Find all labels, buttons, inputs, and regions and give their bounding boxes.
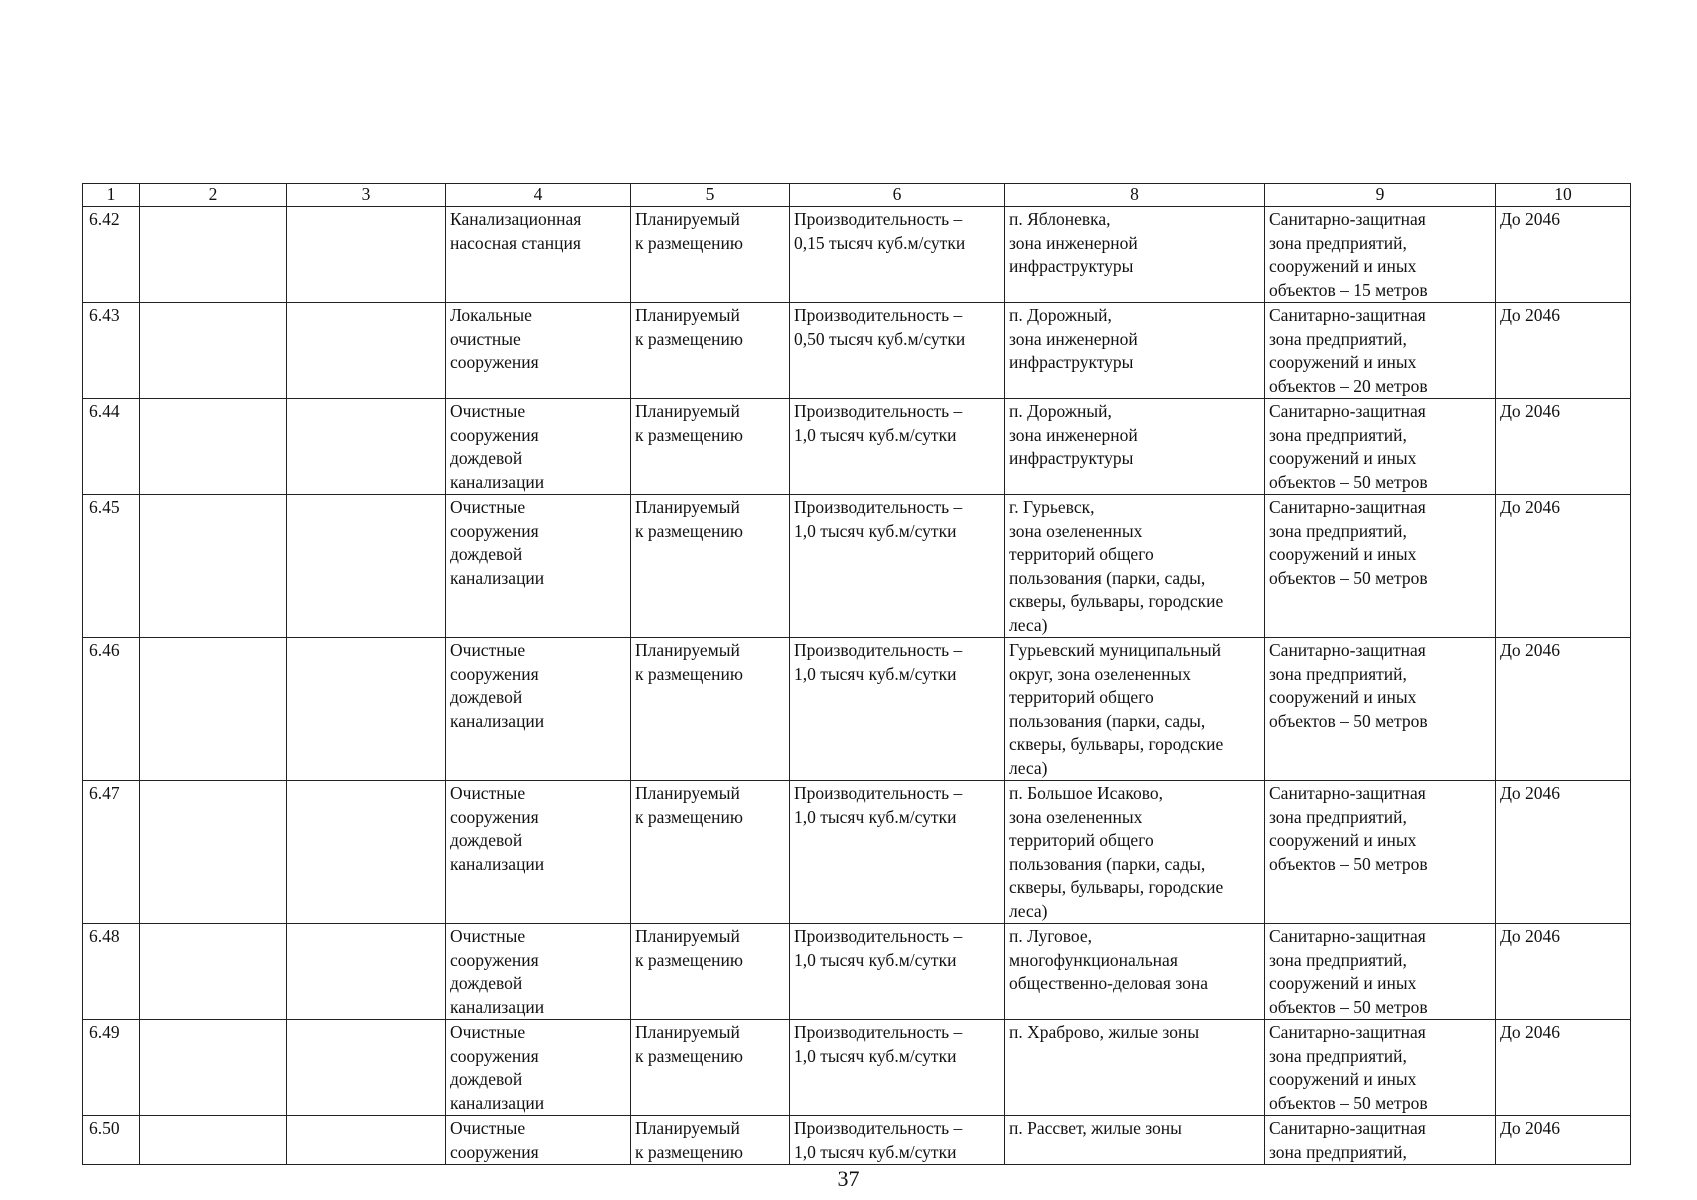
cell-col-2 xyxy=(140,495,287,638)
cell-col-3 xyxy=(287,207,446,303)
table-row xyxy=(83,303,1631,399)
col-header-8: 8 xyxy=(1005,184,1265,207)
cell-col-3 xyxy=(287,1020,446,1116)
facility-capacity: Производительность – 1,0 тысяч куб.м/сутки xyxy=(790,781,1005,924)
col-header-9: 9 xyxy=(1265,184,1496,207)
facility-name: Очистные сооружения xyxy=(446,1116,631,1165)
facility-status: Планируемый к размещению xyxy=(631,1116,790,1165)
facility-status: Планируемый к размещению xyxy=(631,495,790,638)
col-header-5: 5 xyxy=(631,184,790,207)
facility-capacity: Производительность – 1,0 тысяч куб.м/сутки xyxy=(790,1116,1005,1165)
row-number: 6.44 xyxy=(83,399,140,495)
cell-col-3 xyxy=(287,303,446,399)
row-number: 6.47 xyxy=(83,781,140,924)
col-header-2: 2 xyxy=(140,184,287,207)
facility-location: п. Большое Исаково, зона озелененных территорий общего пользования (парки, сады, скверы, бульвары, городские леса) xyxy=(1005,781,1265,924)
sanitary-zone: Санитарно-защитная зона предприятий, сооружений и иных объектов – 20 метров xyxy=(1265,303,1496,399)
implementation-term: До 2046 xyxy=(1496,924,1631,1020)
table-row xyxy=(83,1116,1631,1165)
facility-name: Очистные сооружения дождевой канализации xyxy=(446,1020,631,1116)
cell-col-3 xyxy=(287,495,446,638)
cell-col-3 xyxy=(287,924,446,1020)
implementation-term: До 2046 xyxy=(1496,207,1631,303)
row-number: 6.50 xyxy=(83,1116,140,1165)
row-number: 6.48 xyxy=(83,924,140,1020)
page-number: 37 xyxy=(837,1166,860,1191)
facility-status: Планируемый к размещению xyxy=(631,924,790,1020)
table-row xyxy=(83,399,1631,495)
cell-col-3 xyxy=(287,781,446,924)
facility-name: Очистные сооружения дождевой канализации xyxy=(446,495,631,638)
table-row xyxy=(83,207,1631,303)
facility-name: Очистные сооружения дождевой канализации xyxy=(446,638,631,781)
row-number: 6.42 xyxy=(83,207,140,303)
col-header-6: 6 xyxy=(790,184,1005,207)
facility-status: Планируемый к размещению xyxy=(631,303,790,399)
cell-col-2 xyxy=(140,1020,287,1116)
cell-col-2 xyxy=(140,303,287,399)
table-row xyxy=(83,638,1631,781)
sanitary-zone: Санитарно-защитная зона предприятий, сооружений и иных объектов – 50 метров xyxy=(1265,638,1496,781)
column-number-row xyxy=(83,184,1631,207)
row-number: 6.45 xyxy=(83,495,140,638)
facility-name: Локальные очистные сооружения xyxy=(446,303,631,399)
row-number: 6.49 xyxy=(83,1020,140,1116)
implementation-term: До 2046 xyxy=(1496,638,1631,781)
facility-name: Очистные сооружения дождевой канализации xyxy=(446,399,631,495)
facility-capacity: Производительность – 1,0 тысяч куб.м/сутки xyxy=(790,495,1005,638)
implementation-term: До 2046 xyxy=(1496,1116,1631,1165)
col-header-3: 3 xyxy=(287,184,446,207)
sanitary-zone: Санитарно-защитная зона предприятий, xyxy=(1265,1116,1496,1165)
cell-col-3 xyxy=(287,1116,446,1165)
facility-location: п. Луговое, многофункциональная общественно-деловая зона xyxy=(1005,924,1265,1020)
facility-location: п. Дорожный, зона инженерной инфраструктуры xyxy=(1005,399,1265,495)
facility-status: Планируемый к размещению xyxy=(631,1020,790,1116)
facility-capacity: Производительность – 1,0 тысяч куб.м/сутки xyxy=(790,399,1005,495)
sanitary-zone: Санитарно-защитная зона предприятий, сооружений и иных объектов – 50 метров xyxy=(1265,924,1496,1020)
table-row xyxy=(83,495,1631,638)
facility-status: Планируемый к размещению xyxy=(631,781,790,924)
sanitary-zone: Санитарно-защитная зона предприятий, сооружений и иных объектов – 50 метров xyxy=(1265,399,1496,495)
implementation-term: До 2046 xyxy=(1496,399,1631,495)
col-header-10: 10 xyxy=(1496,184,1631,207)
table-row xyxy=(83,924,1631,1020)
facility-location: Гурьевский муниципальный округ, зона озелененных территорий общего пользования (парки, сады, скверы, бульвары, городские леса) xyxy=(1005,638,1265,781)
cell-col-2 xyxy=(140,207,287,303)
facility-location: п. Яблоневка, зона инженерной инфраструктуры xyxy=(1005,207,1265,303)
facility-name: Очистные сооружения дождевой канализации xyxy=(446,924,631,1020)
cell-col-2 xyxy=(140,638,287,781)
facility-location: г. Гурьевск, зона озелененных территорий общего пользования (парки, сады, скверы, бульвары, городские леса) xyxy=(1005,495,1265,638)
sanitary-zone: Санитарно-защитная зона предприятий, сооружений и иных объектов – 50 метров xyxy=(1265,495,1496,638)
sanitary-zone: Санитарно-защитная зона предприятий, сооружений и иных объектов – 15 метров xyxy=(1265,207,1496,303)
cell-col-2 xyxy=(140,924,287,1020)
facility-capacity: Производительность – 1,0 тысяч куб.м/сутки xyxy=(790,924,1005,1020)
cell-col-2 xyxy=(140,781,287,924)
facility-status: Планируемый к размещению xyxy=(631,399,790,495)
sanitary-zone: Санитарно-защитная зона предприятий, сооружений и иных объектов – 50 метров xyxy=(1265,781,1496,924)
facilities-table xyxy=(82,183,1631,1165)
facility-location: п. Дорожный, зона инженерной инфраструктуры xyxy=(1005,303,1265,399)
facility-name: Очистные сооружения дождевой канализации xyxy=(446,781,631,924)
facility-location: п. Храброво, жилые зоны xyxy=(1005,1020,1265,1116)
implementation-term: До 2046 xyxy=(1496,303,1631,399)
facility-name: Канализационная насосная станция xyxy=(446,207,631,303)
facility-status: Планируемый к размещению xyxy=(631,207,790,303)
table-header xyxy=(83,184,1631,207)
facility-capacity: Производительность – 1,0 тысяч куб.м/сутки xyxy=(790,1020,1005,1116)
table-row xyxy=(83,781,1631,924)
cell-col-2 xyxy=(140,1116,287,1165)
facility-capacity: Производительность – 0,50 тысяч куб.м/сутки xyxy=(790,303,1005,399)
implementation-term: До 2046 xyxy=(1496,781,1631,924)
cell-col-3 xyxy=(287,638,446,781)
facility-capacity: Производительность – 1,0 тысяч куб.м/сутки xyxy=(790,638,1005,781)
table-row xyxy=(83,1020,1631,1116)
facility-capacity: Производительность – 0,15 тысяч куб.м/сутки xyxy=(790,207,1005,303)
cell-col-3 xyxy=(287,399,446,495)
col-header-1: 1 xyxy=(83,184,140,207)
implementation-term: До 2046 xyxy=(1496,1020,1631,1116)
facility-location: п. Рассвет, жилые зоны xyxy=(1005,1116,1265,1165)
cell-col-2 xyxy=(140,399,287,495)
facility-status: Планируемый к размещению xyxy=(631,638,790,781)
row-number: 6.43 xyxy=(83,303,140,399)
sanitary-zone: Санитарно-защитная зона предприятий, сооружений и иных объектов – 50 метров xyxy=(1265,1020,1496,1116)
col-header-4: 4 xyxy=(446,184,631,207)
implementation-term: До 2046 xyxy=(1496,495,1631,638)
table-body xyxy=(83,207,1631,1165)
row-number: 6.46 xyxy=(83,638,140,781)
